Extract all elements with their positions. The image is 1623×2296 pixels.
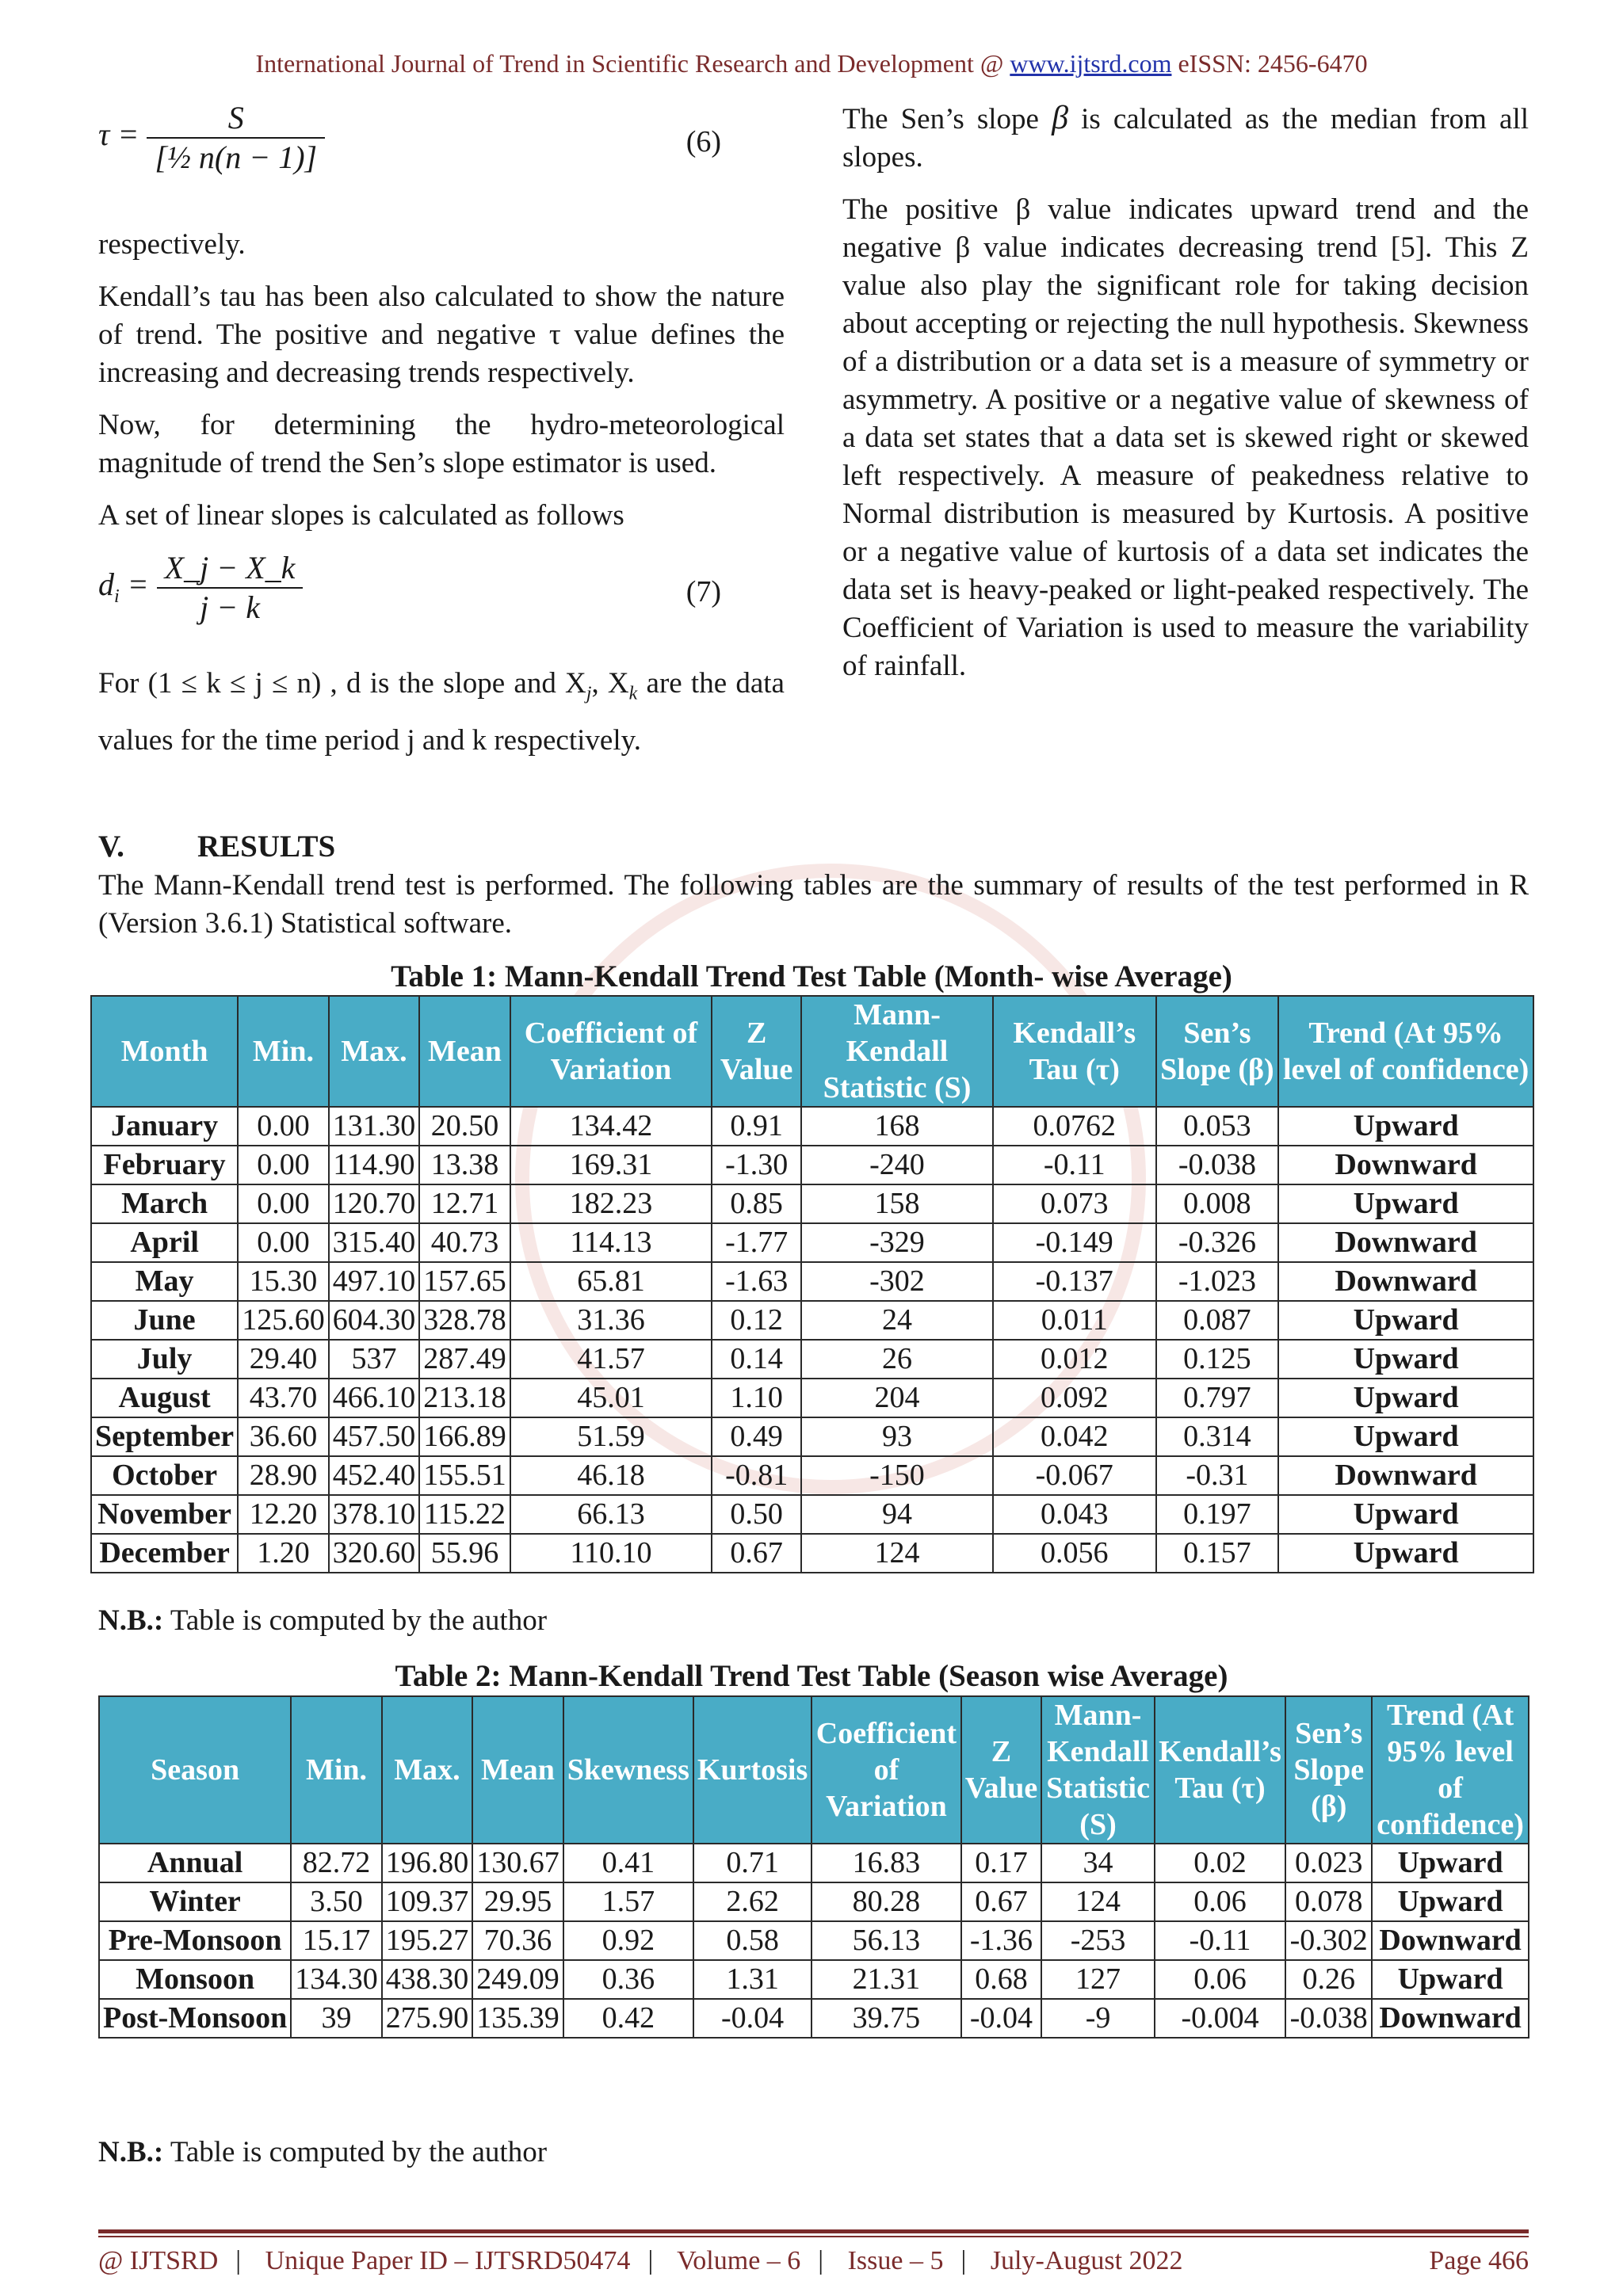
paragraph-slope-definition bbox=[98, 660, 785, 765]
table2-cell: 249.09 bbox=[472, 1960, 563, 1999]
table1-cell: 41.57 bbox=[510, 1340, 712, 1379]
paragraph-positive-beta: The positive β value indicates upward trend and the negative β value indicates decreasing trend [5]. This Z value also play the significant role for taking decision about accepting or rejecting the null hypothesis. Skewness of a distribution or a data set is a measure of symmetry or asymmetry. A positive or a negative value of skewness of a data set states that a data set is skewed right or skewed left respectively. A measure of peakedness relative to Normal distribution is measured by Kurtosis. A positive or a negative value of kurtosis of a data set indicates the data set is heavy-peaked or light-peaked respectively. The Coefficient of Variation is used to measure the variability of rainfall. bbox=[842, 193, 1529, 682]
table2-cell: Post-Monsoon bbox=[99, 1999, 291, 2038]
table1-cell: Upward bbox=[1278, 1417, 1533, 1456]
table1-cell: 0.49 bbox=[712, 1417, 801, 1456]
table1-cell: 0.008 bbox=[1156, 1184, 1279, 1223]
table2-cell: 80.28 bbox=[812, 1882, 960, 1921]
table1-cell: 66.13 bbox=[510, 1495, 712, 1534]
table1-cell: 604.30 bbox=[329, 1301, 420, 1340]
table2-cell: 0.078 bbox=[1285, 1882, 1372, 1921]
table-row bbox=[91, 1262, 1533, 1301]
table1-header-cell: Trend (At 95% level of confidence) bbox=[1278, 996, 1533, 1107]
table2-season-wise bbox=[98, 1695, 1529, 2039]
slope-def-part1: For (1 ≤ k ≤ j ≤ n) , d is the slope and X bbox=[98, 667, 586, 700]
table1-cell: 0.00 bbox=[238, 1223, 329, 1262]
footer-paper-id: Unique Paper ID – IJTSRD50474 bbox=[265, 2246, 631, 2275]
table1-cell: 15.30 bbox=[238, 1262, 329, 1301]
table1-cell: 28.90 bbox=[238, 1456, 329, 1495]
section-title: RESULTS bbox=[197, 830, 336, 864]
journal-website-link[interactable]: www.ijtsrd.com bbox=[1010, 49, 1172, 78]
table1-cell: 158 bbox=[801, 1184, 993, 1223]
table2-header-cell: Kendall’s Tau (τ) bbox=[1155, 1696, 1286, 1844]
table1-cell: 114.13 bbox=[510, 1223, 712, 1262]
table2-note-label: N.B.: bbox=[98, 2136, 164, 2168]
table1-cell: 287.49 bbox=[419, 1340, 510, 1379]
table-row bbox=[99, 1999, 1529, 2038]
table2-cell: 1.57 bbox=[563, 1882, 693, 1921]
table1-header-cell: Max. bbox=[329, 996, 420, 1107]
footer-page-number: Page 466 bbox=[1429, 2246, 1529, 2275]
table1-cell: -0.81 bbox=[712, 1456, 801, 1495]
table2-cell: 56.13 bbox=[812, 1921, 960, 1960]
footer-ijtsrd: @ IJTSRD bbox=[98, 2246, 219, 2275]
eq7-lhs-sub: i bbox=[114, 586, 120, 608]
table1-cell: 466.10 bbox=[329, 1379, 420, 1417]
table2-header-cell: Mann-Kendall Statistic (S) bbox=[1041, 1696, 1155, 1844]
section-number: V. bbox=[98, 830, 124, 864]
table2-header-cell: Z Value bbox=[961, 1696, 1042, 1844]
table1-header-cell: Kendall’s Tau (τ) bbox=[993, 996, 1156, 1107]
journal-header bbox=[0, 49, 1623, 78]
table-row bbox=[91, 1301, 1533, 1340]
footer-info: @ IJTSRD | Unique Paper ID – IJTSRD50474 | Volume – 6 | Issue – 5 | July-August 2022 bbox=[98, 2246, 1183, 2275]
table1-note-label: N.B.: bbox=[98, 1604, 164, 1637]
table2-cell: Upward bbox=[1372, 1844, 1529, 1882]
paragraph-respectively: respectively. bbox=[98, 228, 246, 261]
table2-cell: 438.30 bbox=[382, 1960, 473, 1999]
table1-cell: November bbox=[91, 1495, 238, 1534]
sens-slope-text1: The Sen’s slope bbox=[842, 103, 1039, 135]
table2-cell: 0.06 bbox=[1155, 1960, 1286, 1999]
table1-cell: -150 bbox=[801, 1456, 993, 1495]
table2-cell: 0.41 bbox=[563, 1844, 693, 1882]
table1-note-text: Table is computed by the author bbox=[163, 1604, 548, 1637]
eq7-number: (7) bbox=[685, 575, 721, 608]
paragraph-kendall-tau: Kendall’s tau has been also calculated to show the nature of trend. The positive and negative τ value defines the increasing and decreasing trends respectively. bbox=[98, 280, 785, 389]
table1-cell: March bbox=[91, 1184, 238, 1223]
table1-cell: 0.012 bbox=[993, 1340, 1156, 1379]
table2-cell: 0.17 bbox=[961, 1844, 1042, 1882]
table2-cell: Upward bbox=[1372, 1882, 1529, 1921]
table1-cell: 169.31 bbox=[510, 1146, 712, 1184]
equation-7 bbox=[98, 549, 785, 660]
paragraph-linear-slopes: A set of linear slopes is calculated as follows bbox=[98, 499, 624, 532]
table1-cell: 0.043 bbox=[993, 1495, 1156, 1534]
table-row bbox=[91, 1456, 1533, 1495]
table2-cell: -0.11 bbox=[1155, 1921, 1286, 1960]
table1-cell: 114.90 bbox=[329, 1146, 420, 1184]
table1-cell: 20.50 bbox=[419, 1107, 510, 1146]
eq7-denominator: j − k bbox=[200, 589, 260, 625]
table1-cell: 0.12 bbox=[712, 1301, 801, 1340]
table1-cell: 0.087 bbox=[1156, 1301, 1279, 1340]
footer-date: July-August 2022 bbox=[990, 2246, 1183, 2275]
table-row bbox=[91, 1107, 1533, 1146]
section-intro: The Mann-Kendall trend test is performed. The following tables are the summary of results of the test performed in R (Version 3.6.1) Statistical software. bbox=[98, 869, 1529, 940]
sens-slope-beta: β bbox=[1052, 100, 1068, 136]
table1-cell: 51.59 bbox=[510, 1417, 712, 1456]
table1-body bbox=[91, 1107, 1533, 1573]
table1-cell: 0.197 bbox=[1156, 1495, 1279, 1534]
table1-cell: Upward bbox=[1278, 1534, 1533, 1573]
table2-cell: Pre-Monsoon bbox=[99, 1921, 291, 1960]
table1-cell: 110.10 bbox=[510, 1534, 712, 1573]
table1-cell: Upward bbox=[1278, 1107, 1533, 1146]
table1-cell: Upward bbox=[1278, 1379, 1533, 1417]
section-heading bbox=[98, 829, 335, 864]
table2-cell: 3.50 bbox=[291, 1882, 382, 1921]
table1-cell: 452.40 bbox=[329, 1456, 420, 1495]
table2-header-row bbox=[99, 1696, 1529, 1844]
footer-volume: Volume – 6 bbox=[677, 2246, 801, 2275]
table1-header-cell: Mann-Kendall Statistic (S) bbox=[801, 996, 993, 1107]
table1-cell: 0.042 bbox=[993, 1417, 1156, 1456]
table1-cell: 120.70 bbox=[329, 1184, 420, 1223]
table2-cell: Monsoon bbox=[99, 1960, 291, 1999]
table1-cell: 0.011 bbox=[993, 1301, 1156, 1340]
table1-cell: 0.67 bbox=[712, 1534, 801, 1573]
table1-cell: 204 bbox=[801, 1379, 993, 1417]
table1-cell: 0.00 bbox=[238, 1107, 329, 1146]
table2-cell: 275.90 bbox=[382, 1999, 473, 2038]
table1-cell: December bbox=[91, 1534, 238, 1573]
table1-cell: October bbox=[91, 1456, 238, 1495]
table1-cell: 0.50 bbox=[712, 1495, 801, 1534]
table1-cell: -0.326 bbox=[1156, 1223, 1279, 1262]
table1-cell: 315.40 bbox=[329, 1223, 420, 1262]
table1-cell: 0.056 bbox=[993, 1534, 1156, 1573]
table1-cell: 24 bbox=[801, 1301, 993, 1340]
table1-cell: 1.10 bbox=[712, 1379, 801, 1417]
table2-cell: -0.04 bbox=[961, 1999, 1042, 2038]
table2-note bbox=[98, 2135, 547, 2169]
table1-note bbox=[98, 1604, 547, 1638]
table2-cell: 0.67 bbox=[961, 1882, 1042, 1921]
table-row bbox=[99, 1844, 1529, 1882]
slope-def-sub-k: k bbox=[628, 683, 638, 704]
eq7-lhs: d bbox=[98, 566, 114, 603]
table1-cell: 124 bbox=[801, 1534, 993, 1573]
table1-cell: Upward bbox=[1278, 1301, 1533, 1340]
table2-cell: 0.42 bbox=[563, 1999, 693, 2038]
table1-cell: 134.42 bbox=[510, 1107, 712, 1146]
table1-cell: Upward bbox=[1278, 1184, 1533, 1223]
table1-cell: 320.60 bbox=[329, 1534, 420, 1573]
table1-cell: 125.60 bbox=[238, 1301, 329, 1340]
table1-cell: 168 bbox=[801, 1107, 993, 1146]
table1-cell: -0.038 bbox=[1156, 1146, 1279, 1184]
right-column bbox=[842, 99, 1529, 700]
table1-cell: August bbox=[91, 1379, 238, 1417]
table-row bbox=[91, 1379, 1533, 1417]
eq6-fraction bbox=[147, 99, 325, 177]
table1-cell: -329 bbox=[801, 1223, 993, 1262]
table1-cell: 40.73 bbox=[419, 1223, 510, 1262]
table2-cell: 0.02 bbox=[1155, 1844, 1286, 1882]
table1-caption: Table 1: Mann-Kendall Trend Test Table (Month- wise Average) bbox=[391, 959, 1232, 994]
table2-cell: 21.31 bbox=[812, 1960, 960, 1999]
table1-cell: Downward bbox=[1278, 1262, 1533, 1301]
table1-cell: 1.20 bbox=[238, 1534, 329, 1573]
table1-cell: 0.85 bbox=[712, 1184, 801, 1223]
eq6-number: (6) bbox=[685, 125, 721, 158]
table2-cell: 39.75 bbox=[812, 1999, 960, 2038]
equation-6 bbox=[98, 99, 785, 226]
table2-cell: 195.27 bbox=[382, 1921, 473, 1960]
table2-cell: 0.58 bbox=[693, 1921, 812, 1960]
table1-header-cell: Z Value bbox=[712, 996, 801, 1107]
table2-cell: 34 bbox=[1041, 1844, 1155, 1882]
eq6-lhs: τ = bbox=[98, 116, 139, 153]
table1-cell: Upward bbox=[1278, 1340, 1533, 1379]
table1-cell: Upward bbox=[1278, 1495, 1533, 1534]
footer-divider-thin bbox=[98, 2236, 1529, 2237]
table1-cell: 55.96 bbox=[419, 1534, 510, 1573]
table1-cell: 0.00 bbox=[238, 1184, 329, 1223]
table1-cell: 0.0762 bbox=[993, 1107, 1156, 1146]
table1-cell: -1.77 bbox=[712, 1223, 801, 1262]
table2-cell: -1.36 bbox=[961, 1921, 1042, 1960]
table2-cell: 1.31 bbox=[693, 1960, 812, 1999]
table1-cell: 93 bbox=[801, 1417, 993, 1456]
table-row bbox=[91, 1340, 1533, 1379]
table1-cell: 157.65 bbox=[419, 1262, 510, 1301]
table1-cell: 46.18 bbox=[510, 1456, 712, 1495]
table2-cell: 0.71 bbox=[693, 1844, 812, 1882]
table2-cell: -0.302 bbox=[1285, 1921, 1372, 1960]
table-row bbox=[91, 1495, 1533, 1534]
table-row bbox=[99, 1882, 1529, 1921]
table1-cell: 13.38 bbox=[419, 1146, 510, 1184]
table1-cell: -0.067 bbox=[993, 1456, 1156, 1495]
eq7-equals: = bbox=[127, 566, 149, 603]
table2-header-cell: Trend (At 95% level of confidence) bbox=[1372, 1696, 1529, 1844]
table1-cell: Downward bbox=[1278, 1456, 1533, 1495]
table2-cell: 70.36 bbox=[472, 1921, 563, 1960]
table2-caption: Table 2: Mann-Kendall Trend Test Table (Season wise Average) bbox=[395, 1659, 1228, 1693]
eq7-fraction bbox=[157, 549, 304, 627]
eq7-numerator: X_j − X_k bbox=[157, 549, 304, 589]
table1-cell: September bbox=[91, 1417, 238, 1456]
table2-cell: -0.038 bbox=[1285, 1999, 1372, 2038]
journal-name: International Journal of Trend in Scientific Research and Development @ bbox=[255, 49, 1004, 78]
table1-header-row bbox=[91, 996, 1533, 1107]
table1-cell: 497.10 bbox=[329, 1262, 420, 1301]
table1-cell: 12.71 bbox=[419, 1184, 510, 1223]
table-row bbox=[99, 1921, 1529, 1960]
table-row bbox=[91, 1184, 1533, 1223]
table1-cell: 29.40 bbox=[238, 1340, 329, 1379]
table2-cell: 135.39 bbox=[472, 1999, 563, 2038]
table1-cell: -1.023 bbox=[1156, 1262, 1279, 1301]
table2-cell: 0.36 bbox=[563, 1960, 693, 1999]
table1-cell: June bbox=[91, 1301, 238, 1340]
table2-cell: 82.72 bbox=[291, 1844, 382, 1882]
table2-header-cell: Skewness bbox=[563, 1696, 693, 1844]
slope-def-comma: , X bbox=[591, 667, 629, 700]
table2-cell: 196.80 bbox=[382, 1844, 473, 1882]
page-footer bbox=[98, 2246, 1529, 2276]
table1-header-cell: Month bbox=[91, 996, 238, 1107]
table1-cell: 43.70 bbox=[238, 1379, 329, 1417]
table1-cell: 31.36 bbox=[510, 1301, 712, 1340]
journal-eissn: eISSN: 2456-6470 bbox=[1178, 49, 1368, 78]
table1-cell: July bbox=[91, 1340, 238, 1379]
table1-cell: 0.053 bbox=[1156, 1107, 1279, 1146]
table1-cell: 0.125 bbox=[1156, 1340, 1279, 1379]
table2-note-text: Table is computed by the author bbox=[163, 2136, 548, 2168]
table2-cell: 16.83 bbox=[812, 1844, 960, 1882]
table2-cell: Annual bbox=[99, 1844, 291, 1882]
table2-cell: 2.62 bbox=[693, 1882, 812, 1921]
table2-header-cell: Min. bbox=[291, 1696, 382, 1844]
table1-cell: Downward bbox=[1278, 1146, 1533, 1184]
table1-cell: 45.01 bbox=[510, 1379, 712, 1417]
table1-cell: 36.60 bbox=[238, 1417, 329, 1456]
table1-cell: -0.31 bbox=[1156, 1456, 1279, 1495]
table2-cell: 15.17 bbox=[291, 1921, 382, 1960]
table1-header-cell: Min. bbox=[238, 996, 329, 1107]
table1-cell: February bbox=[91, 1146, 238, 1184]
slope-def-part2: are the data values for the time period j and k respectively. bbox=[98, 667, 785, 757]
table2-cell: 109.37 bbox=[382, 1882, 473, 1921]
table2-cell: 0.023 bbox=[1285, 1844, 1372, 1882]
slope-def-sub-j: j bbox=[586, 683, 592, 704]
table2-cell: Downward bbox=[1372, 1999, 1529, 2038]
table-row bbox=[91, 1417, 1533, 1456]
sens-slope-text2: is calculated as the median from all slopes. bbox=[842, 103, 1529, 174]
table-row bbox=[91, 1534, 1533, 1573]
table1-month-wise bbox=[90, 995, 1534, 1573]
footer-issue: Issue – 5 bbox=[847, 2246, 944, 2275]
table1-cell: 0.092 bbox=[993, 1379, 1156, 1417]
table2-cell: 130.67 bbox=[472, 1844, 563, 1882]
table1-cell: -302 bbox=[801, 1262, 993, 1301]
table2-cell: Downward bbox=[1372, 1921, 1529, 1960]
table1-cell: 537 bbox=[329, 1340, 420, 1379]
table2-cell: Winter bbox=[99, 1882, 291, 1921]
table1-cell: -1.30 bbox=[712, 1146, 801, 1184]
table2-cell: 0.92 bbox=[563, 1921, 693, 1960]
table2-header-cell: Coefficient of Variation bbox=[812, 1696, 960, 1844]
table2-cell: Upward bbox=[1372, 1960, 1529, 1999]
table2-header-cell: Season bbox=[99, 1696, 291, 1844]
table1-cell: 213.18 bbox=[419, 1379, 510, 1417]
table1-cell: 26 bbox=[801, 1340, 993, 1379]
table2-header-cell: Kurtosis bbox=[693, 1696, 812, 1844]
table2-header-cell: Max. bbox=[382, 1696, 473, 1844]
table1-cell: 65.81 bbox=[510, 1262, 712, 1301]
table2-header-cell: Mean bbox=[472, 1696, 563, 1844]
table1-cell: 378.10 bbox=[329, 1495, 420, 1534]
left-column bbox=[98, 99, 785, 779]
table2-cell: 0.06 bbox=[1155, 1882, 1286, 1921]
table1-cell: 155.51 bbox=[419, 1456, 510, 1495]
paragraph-sens-slope bbox=[842, 99, 1529, 177]
table-row bbox=[91, 1223, 1533, 1262]
table1-header-cell: Sen’s Slope (β) bbox=[1156, 996, 1279, 1107]
table1-cell: January bbox=[91, 1107, 238, 1146]
table-row bbox=[99, 1960, 1529, 1999]
table2-cell: 39 bbox=[291, 1999, 382, 2038]
table1-cell: -1.63 bbox=[712, 1262, 801, 1301]
table1-header-cell: Mean bbox=[419, 996, 510, 1107]
table2-cell: -9 bbox=[1041, 1999, 1155, 2038]
table1-cell: 12.20 bbox=[238, 1495, 329, 1534]
table1-cell: 0.314 bbox=[1156, 1417, 1279, 1456]
table1-cell: 328.78 bbox=[419, 1301, 510, 1340]
table1-cell: -0.149 bbox=[993, 1223, 1156, 1262]
table2-cell: -0.004 bbox=[1155, 1999, 1286, 2038]
table2-cell: 29.95 bbox=[472, 1882, 563, 1921]
table1-cell: 166.89 bbox=[419, 1417, 510, 1456]
table1-cell: 457.50 bbox=[329, 1417, 420, 1456]
table2-cell: 127 bbox=[1041, 1960, 1155, 1999]
table1-cell: 0.073 bbox=[993, 1184, 1156, 1223]
table1-cell: April bbox=[91, 1223, 238, 1262]
table1-cell: May bbox=[91, 1262, 238, 1301]
table1-cell: 115.22 bbox=[419, 1495, 510, 1534]
table1-cell: 0.14 bbox=[712, 1340, 801, 1379]
table2-cell: 0.68 bbox=[961, 1960, 1042, 1999]
table1-cell: 0.157 bbox=[1156, 1534, 1279, 1573]
table2-header-cell: Sen’s Slope (β) bbox=[1285, 1696, 1372, 1844]
paragraph-sens-estimator: Now, for determining the hydro-meteorological magnitude of trend the Sen’s slope estimator is used. bbox=[98, 409, 785, 479]
table1-cell: 0.91 bbox=[712, 1107, 801, 1146]
table1-cell: 0.797 bbox=[1156, 1379, 1279, 1417]
table2-body bbox=[99, 1844, 1529, 2038]
eq6-numerator: S bbox=[147, 99, 325, 139]
table1-cell: -0.11 bbox=[993, 1146, 1156, 1184]
table1-cell: -240 bbox=[801, 1146, 993, 1184]
table-row bbox=[91, 1146, 1533, 1184]
table1-cell: -0.137 bbox=[993, 1262, 1156, 1301]
table1-header-cell: Coefficient of Variation bbox=[510, 996, 712, 1107]
table1-cell: 182.23 bbox=[510, 1184, 712, 1223]
footer-divider bbox=[98, 2229, 1529, 2233]
table1-cell: 0.00 bbox=[238, 1146, 329, 1184]
eq6-denominator: [½ n(n − 1)] bbox=[155, 139, 318, 175]
table2-cell: 124 bbox=[1041, 1882, 1155, 1921]
table2-cell: 134.30 bbox=[291, 1960, 382, 1999]
table1-cell: 131.30 bbox=[329, 1107, 420, 1146]
table1-cell: Downward bbox=[1278, 1223, 1533, 1262]
table2-cell: -253 bbox=[1041, 1921, 1155, 1960]
table2-cell: 0.26 bbox=[1285, 1960, 1372, 1999]
table2-cell: -0.04 bbox=[693, 1999, 812, 2038]
table1-cell: 94 bbox=[801, 1495, 993, 1534]
